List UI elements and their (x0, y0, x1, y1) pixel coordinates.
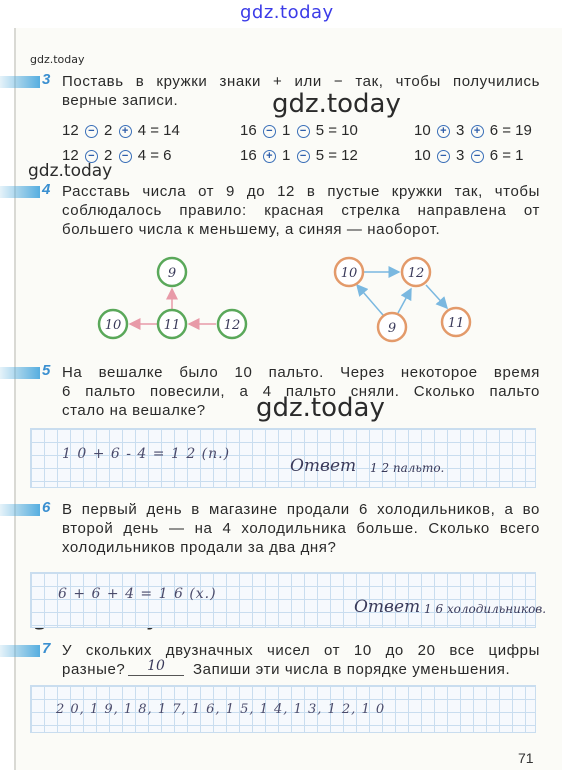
sign-circle[interactable]: − (119, 150, 132, 163)
task-text: разные? (62, 661, 126, 678)
answer-label: Ответ (290, 456, 357, 476)
answer-text: 1 6 холодильников. (424, 602, 547, 616)
circle-value: 11 (447, 316, 465, 331)
task-text: 6 пальто повесили, а 4 пальто сняли. Сколько пальто (62, 383, 540, 400)
circle-value: 12 (223, 318, 241, 333)
task-number: 4 (42, 181, 51, 198)
task-number: 6 (42, 499, 51, 516)
sign-circle[interactable]: + (263, 150, 276, 163)
task-text: стало на вешалке? (62, 402, 206, 419)
circle-value: 10 (340, 266, 358, 281)
sign-circle[interactable]: − (471, 150, 484, 163)
watermark-top: gdz.today (240, 2, 334, 23)
sign-circle[interactable]: − (85, 150, 98, 163)
equation: 12 − 2 + 4 = 14 (62, 122, 180, 139)
equation: 12 − 2 − 4 = 6 (62, 147, 172, 164)
circle-value: 12 (407, 266, 425, 281)
sign-circle[interactable]: + (471, 125, 484, 138)
equation: 10 + 3 + 6 = 19 (414, 122, 532, 139)
watermark: gdz.today (272, 89, 401, 119)
task-text: В первый день в магазине продали 6 холодильников, а во (62, 501, 540, 518)
equation: 16 − 1 − 5 = 10 (240, 122, 358, 139)
task-marker (0, 504, 40, 516)
watermark: gdz.today (256, 393, 385, 423)
sign-circle[interactable]: − (297, 150, 310, 163)
task-text: второй день — на 4 холодильника больше. Сколько всего (62, 520, 540, 537)
circle-value: 11 (163, 318, 181, 333)
blue-arrow (357, 285, 383, 315)
task-marker (0, 645, 40, 657)
solution-text: 6 + 6 + 4 = 1 6 (х.) (58, 586, 217, 602)
watermark: gdz.today (28, 161, 113, 181)
task-number: 5 (42, 362, 51, 379)
task-text: соблюдалось правило: красная стрелка направлена от (62, 202, 540, 219)
sign-circle[interactable]: − (263, 125, 276, 138)
answer-text: 1 2 пальто. (370, 461, 445, 475)
answer-label: Ответ (354, 597, 421, 617)
task-text: Запиши эти числа в порядке уменьшения. (193, 661, 511, 678)
sign-circle[interactable]: − (85, 125, 98, 138)
sign-circle[interactable]: + (437, 125, 450, 138)
sign-circle[interactable]: − (437, 150, 450, 163)
solution-text: 2 0, 1 9, 1 8, 1 7, 1 6, 1 5, 1 4, 1 3, 1 2, 1 0 (56, 702, 386, 717)
page-number: 71 (518, 750, 534, 766)
blue-arrow (426, 285, 447, 308)
task-text: большего числа к меньшему, а синяя — наоборот. (62, 221, 441, 238)
task-text: Расставь числа от 9 до 12 в пустые кружки так, чтобы (62, 183, 540, 200)
solution-text: 1 0 + 6 - 4 = 1 2 (п.) (62, 446, 231, 462)
task-text: верные записи. (62, 92, 179, 109)
task-marker (0, 367, 40, 379)
blue-arrow (398, 289, 411, 313)
circle-value: 9 (167, 266, 177, 281)
equation: 10 − 3 − 6 = 1 (414, 147, 524, 164)
task-text: На вешалке было 10 пальто. Через некоторое время (62, 364, 540, 381)
task-text: У скольких двузначных чисел от 10 до 20 все цифры (62, 642, 540, 659)
sign-circle[interactable]: − (297, 125, 310, 138)
task-text: Поставь в кружки знаки + или − так, чтобы получились (62, 73, 540, 90)
circle-value: 9 (387, 321, 397, 336)
task-number: 7 (42, 640, 51, 657)
task-text: холодильников продали за два дня? (62, 539, 337, 556)
watermark: gdz.today (30, 53, 85, 66)
task-number: 3 (42, 71, 51, 88)
sign-circle[interactable]: + (119, 125, 132, 138)
answer-blank[interactable]: 10 (128, 658, 184, 676)
circle-value: 10 (104, 318, 122, 333)
equation: 16 + 1 − 5 = 12 (240, 147, 358, 164)
